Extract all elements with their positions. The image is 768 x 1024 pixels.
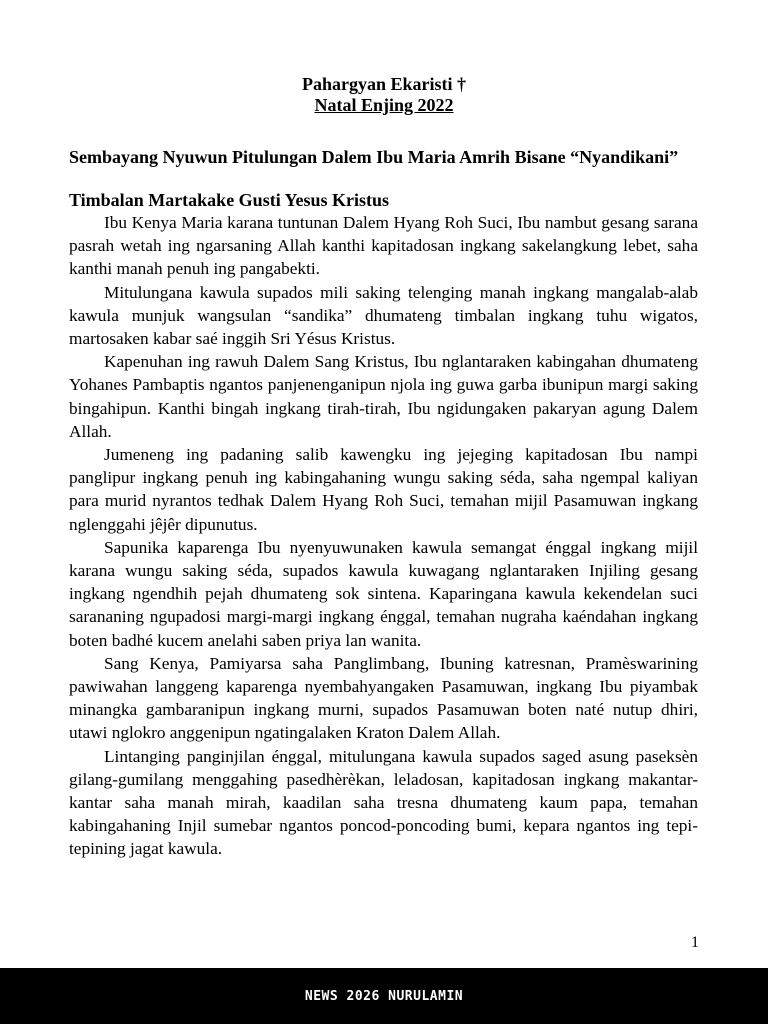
watermark-bar <box>0 968 768 1024</box>
paragraph: Sang Kenya, Pamiyarsa saha Panglimbang, Ibuning katresnan, Pramèswarining pawiwahan langgeng kaparenga nyembahyangaken Pasamuwan, ingkang Ibu piyambak minangka gambaranipun ingkang murni, supados Pasamuwan boten naté nutup dhiri, utawi nglokro anggenipun ngatingalaken Kraton Dalem Allah. <box>69 653 698 743</box>
watermark-text: NEWS 2026 NURULAMIN <box>304 988 464 1004</box>
paragraph: Kapenuhan ing rawuh Dalem Sang Kristus, Ibu nglantaraken kabingahan dhumateng Yohanes Pambaptis ngantos panjenenganipun njola ing guwa garba ibunipun margi saking bingahipun. Kanthi bingah ingkang tirah-tirah, Ibu ngidungaken pakaryan agung Dalem Allah. <box>69 352 698 441</box>
page-number: 1 <box>691 934 699 951</box>
prayer-heading: Sembayang Nyuwun Pitulungan Dalem Ibu Maria Amrih Bisane “Nyandikani” <box>69 147 679 167</box>
section-heading: Timbalan Martakake Gusti Yesus Kristus <box>69 190 390 210</box>
paragraph: Mitulungana kawula supados mili saking telenging manah ingkang mangalab-alab kawula munjuk wangsulan “sandika” dhumateng timbalan ingkang tuhu wigatos, martosaken kabar saé inggih Sri Yésus Kristus. <box>69 282 698 349</box>
paragraph: Lintanging panginjilan énggal, mitulungana kawula supados saged asung paseksèn gilang-gumilang menggahing pasedhèrèkan, leladosan, kapitadosan ingkang makantar-kantar saha manah mirah, kaadilan saha tresna dhumateng kaum papa, temahan kabingahaning Injil sumebar ngantos poncod-poncoding bumi, kepara ngantos ing tepi-tepining jagat kawula. <box>69 746 698 859</box>
title-line-1: Pahargyan Ekaristi † <box>301 74 466 94</box>
paragraph: Ibu Kenya Maria karana tuntunan Dalem Hyang Roh Suci, Ibu nambut gesang sarana pasrah wetah ing ngarsaning Allah kanthi kapitadosan ingkang sakelangkung lebet, saha kanthi manah penuh ing pangabekti. <box>69 213 698 279</box>
document-title <box>0 74 768 116</box>
paragraph: Jumeneng ing padaning salib kawengku ing jejeging kapitadosan Ibu nampi panglipur ingkang penuh ing kabingahaning wungu saking séda, saha ngempal kaliyan para murid nyrantos tedhak Dalem Hyang Roh Suci, temahan mijil Pasamuwan ingkang nglenggahi jêjêr dipunutus. <box>69 445 698 534</box>
document-body <box>69 211 698 861</box>
title-line-2: Natal Enjing 2022 <box>314 95 454 115</box>
paragraph: Sapunika kaparenga Ibu nyenyuwunaken kawula semangat énggal ingkang mijil karana wungu saking séda, supados kawula kuwagang nglantaraken Injiling gesang ingkang ngendhih pejah dhumateng sok sintena. Kaparingana kawula kekendelan suci sarananing ngupadosi margi-margi ingkang énggal, temahan nugraha kaéndahan ingkang boten badhé kucem anelahi saben priya lan wanita. <box>69 537 698 650</box>
